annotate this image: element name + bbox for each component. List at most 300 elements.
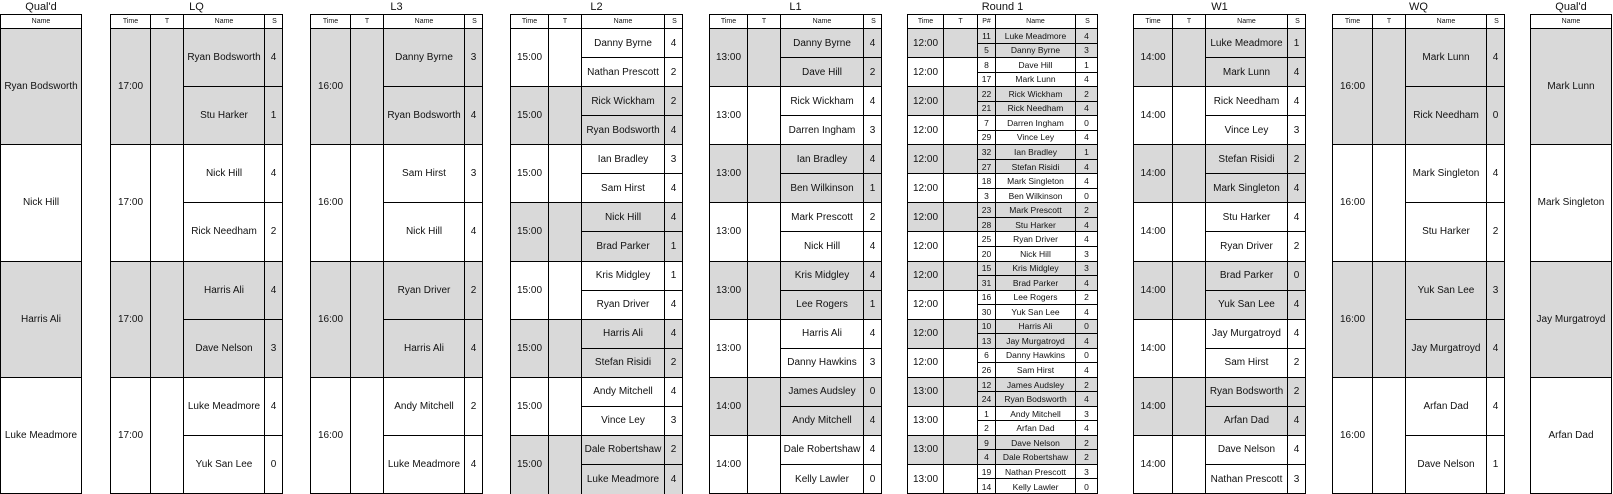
player-name: Rick Needham	[1406, 87, 1487, 145]
table-marker	[1173, 145, 1206, 203]
section-grid	[1332, 14, 1505, 494]
player-name: Stefan Risidi	[996, 160, 1076, 175]
header-time: Time	[1333, 15, 1373, 28]
section-title: Qual'd	[25, 1, 57, 13]
match-time: 16:00	[1333, 378, 1373, 494]
player-score: 4	[1288, 320, 1305, 349]
match-time: 12:00	[908, 29, 944, 58]
player-name: Sam Hirst	[384, 145, 465, 203]
table-marker	[549, 203, 582, 261]
player-name: Stefan Risidi	[1206, 145, 1288, 174]
player-seed: 10	[978, 320, 996, 335]
player-score: 4	[265, 29, 282, 87]
player-score: 4	[1487, 29, 1504, 87]
player-seed: 23	[978, 203, 996, 218]
player-score: 3	[1076, 247, 1097, 262]
player-name: Sam Hirst	[582, 174, 665, 203]
player-seed: 27	[978, 160, 996, 175]
section-grid	[110, 14, 283, 494]
table-marker	[944, 203, 978, 232]
table-marker	[1173, 262, 1206, 320]
player-name: Kris Midgley	[781, 262, 864, 291]
player-score: 4	[1288, 87, 1305, 116]
match-time: 15:00	[511, 262, 549, 320]
qualified-player: Jay Murgatroyd	[1531, 262, 1611, 378]
player-score: 3	[665, 407, 682, 436]
table-marker	[351, 262, 384, 378]
player-score: 2	[1288, 145, 1305, 174]
player-name: Mark Singleton	[996, 174, 1076, 189]
player-name: Mark Singleton	[1406, 145, 1487, 203]
player-name: Vince Ley	[996, 131, 1076, 146]
player-name: Mark Lunn	[1206, 58, 1288, 87]
header-s: S	[871, 18, 876, 25]
player-score: 4	[864, 262, 881, 291]
player-name: Danny Byrne	[582, 29, 665, 58]
match-time: 15:00	[511, 320, 549, 378]
section-w1	[1133, 0, 1306, 494]
match-time: 14:00	[1134, 203, 1173, 261]
header-row	[1333, 15, 1504, 29]
player-seed: 26	[978, 363, 996, 378]
player-name: Dave Nelson	[1406, 436, 1487, 494]
player-score: 3	[1288, 116, 1305, 145]
header-s: S	[1494, 18, 1499, 25]
player-score: 2	[1288, 349, 1305, 378]
table-marker	[944, 87, 978, 116]
player-name: Ryan Driver	[996, 232, 1076, 247]
player-name: Brad Parker	[582, 232, 665, 261]
player-name: Yuk San Lee	[184, 436, 265, 494]
table-marker	[549, 436, 582, 494]
player-name: Dave Nelson	[184, 320, 265, 378]
table-marker	[549, 87, 582, 145]
player-score: 0	[270, 459, 277, 471]
player-seed: 28	[978, 218, 996, 233]
section-l1	[709, 0, 882, 494]
player-name: Harris Ali	[996, 320, 1076, 335]
player-name: Nick Hill	[184, 145, 265, 203]
match-time: 12:00	[908, 87, 944, 116]
table-marker	[549, 378, 582, 436]
header-t: T	[748, 15, 781, 28]
header-time: Time	[908, 15, 944, 28]
player-name: Andy Mitchell	[384, 378, 465, 436]
player-name: Stu Harker	[184, 87, 265, 145]
player-name: Luke Meadmore	[184, 378, 265, 436]
section-grid	[310, 14, 483, 494]
player-score: 4	[265, 145, 282, 203]
player-name: Andy Mitchell	[582, 378, 665, 407]
player-seed: 1	[978, 407, 996, 422]
header-time: Time	[311, 15, 351, 28]
header-name: Name	[582, 15, 665, 28]
section-title: Qual'd	[1555, 1, 1587, 13]
player-name: Ryan Driver	[384, 262, 465, 320]
player-seed: 32	[978, 145, 996, 160]
player-seed: 17	[978, 73, 996, 88]
table-marker	[1373, 378, 1406, 494]
player-name: Danny Byrne	[996, 44, 1076, 59]
match-time: 12:00	[908, 174, 944, 203]
player-name: Rick Wickham	[781, 87, 864, 116]
header-time: Time	[1134, 15, 1173, 28]
match-time: 17:00	[111, 262, 151, 378]
player-name: Rick Needham	[996, 102, 1076, 117]
player-score: 4	[1487, 320, 1504, 378]
player-score: 4	[1076, 305, 1097, 320]
player-score: 1	[1288, 29, 1305, 58]
table-marker	[944, 465, 978, 494]
player-name: Ben Wilkinson	[781, 174, 864, 203]
table-marker	[944, 262, 978, 291]
table-marker	[1173, 436, 1206, 494]
player-name: Lee Rogers	[781, 291, 864, 320]
player-seed: 2	[978, 421, 996, 436]
match-time: 12:00	[908, 58, 944, 87]
player-score: 2	[665, 58, 682, 87]
player-score: 4	[1076, 334, 1097, 349]
table-marker	[748, 320, 781, 378]
table-marker	[944, 145, 978, 174]
player-name: Arfan Dad	[996, 421, 1076, 436]
table-marker	[748, 203, 781, 261]
player-score: 1	[1492, 459, 1499, 471]
player-name: Kelly Lawler	[781, 465, 864, 494]
qualified-player: Ryan Bodsworth	[1, 29, 81, 145]
header-row	[311, 15, 482, 29]
player-name: Ryan Bodsworth	[384, 87, 465, 145]
player-name: Dave Nelson	[996, 436, 1076, 451]
section-l2	[510, 0, 683, 494]
section-qual-right	[1530, 0, 1612, 494]
match-time: 14:00	[1134, 378, 1173, 436]
player-name: Nathan Prescott	[996, 465, 1076, 480]
header-s: S	[672, 18, 677, 25]
player-seed: 14	[978, 479, 996, 494]
player-score: 4	[1288, 436, 1305, 465]
player-score: 4	[665, 116, 682, 145]
player-seed: 3	[978, 189, 996, 204]
player-name: Mark Prescott	[996, 203, 1076, 218]
player-score: 0	[869, 473, 876, 485]
player-score: 2	[1487, 203, 1504, 261]
player-score: 4	[1076, 276, 1097, 291]
match-time: 13:00	[908, 465, 944, 494]
match-time: 14:00	[710, 378, 748, 436]
player-name: Arfan Dad	[1406, 378, 1487, 436]
qualified-player: Mark Singleton	[1531, 145, 1611, 261]
section-grid	[1530, 14, 1612, 494]
player-score: 3	[1076, 262, 1097, 277]
player-score: 2	[465, 378, 482, 436]
player-score: 3	[1076, 407, 1097, 422]
player-score: 0	[1076, 116, 1097, 131]
player-score: 4	[665, 174, 682, 203]
qualified-player: Luke Meadmore	[4, 430, 78, 442]
match-time: 17:00	[111, 378, 151, 494]
player-name: Dave Nelson	[1206, 436, 1288, 465]
match-time: 14:00	[710, 436, 748, 494]
player-score: 0	[864, 378, 881, 407]
header-s: S	[1085, 18, 1090, 25]
section-title: WQ	[1409, 1, 1428, 13]
player-seed: 29	[978, 131, 996, 146]
player-name: Ben Wilkinson	[996, 189, 1076, 204]
section-title: L2	[590, 1, 603, 13]
match-time: 12:00	[908, 116, 944, 145]
player-name: Ian Bradley	[996, 145, 1076, 160]
player-score: 3	[465, 145, 482, 203]
match-time: 12:00	[908, 349, 944, 378]
player-score: 3	[1076, 465, 1097, 480]
player-name: Nick Hill	[996, 247, 1076, 262]
player-score: 4	[1076, 174, 1097, 189]
header-row	[1, 15, 81, 29]
header-row	[111, 15, 282, 29]
player-name: Nick Hill	[781, 232, 864, 261]
section-qual-left	[0, 0, 82, 494]
match-time: 12:00	[908, 320, 944, 349]
section-title: W1	[1211, 1, 1228, 13]
player-seed: 8	[978, 58, 996, 73]
header-name: Name	[996, 15, 1076, 28]
player-name: Ryan Bodsworth	[184, 29, 265, 87]
player-score: 4	[265, 378, 282, 436]
player-name: Darren Ingham	[996, 116, 1076, 131]
player-seed: 20	[978, 247, 996, 262]
player-seed: 24	[978, 392, 996, 407]
player-score: 2	[665, 349, 682, 378]
table-marker	[748, 436, 781, 494]
player-score: 2	[665, 436, 682, 465]
player-name: Mark Prescott	[781, 203, 864, 232]
match-time: 14:00	[1134, 29, 1173, 87]
player-name: Dale Robertshaw	[781, 436, 864, 465]
match-time: 13:00	[908, 436, 944, 465]
player-score: 3	[665, 145, 682, 174]
player-name: Dave Hill	[996, 58, 1076, 73]
player-name: Nick Hill	[384, 203, 465, 261]
player-score: 2	[864, 203, 881, 232]
section-title: L1	[789, 1, 802, 13]
header-t: T	[944, 15, 978, 28]
table-marker	[748, 378, 781, 436]
player-score: 4	[1076, 392, 1097, 407]
table-marker	[1173, 378, 1206, 436]
player-score: 1	[665, 262, 682, 291]
player-score: 4	[864, 87, 881, 116]
match-time: 13:00	[908, 407, 944, 436]
player-name: Rick Wickham	[996, 87, 1076, 102]
table-marker	[1373, 145, 1406, 261]
match-time: 17:00	[111, 29, 151, 145]
player-name: Luke Meadmore	[582, 465, 665, 494]
player-name: Darren Ingham	[781, 116, 864, 145]
player-score: 1	[864, 174, 881, 203]
header-name: Name	[1406, 15, 1487, 28]
player-score: 1	[864, 291, 881, 320]
player-seed: 19	[978, 465, 996, 480]
player-name: Harris Ali	[582, 320, 665, 349]
player-score: 4	[864, 407, 881, 436]
match-time: 14:00	[1134, 87, 1173, 145]
match-time: 13:00	[710, 29, 748, 87]
match-time: 16:00	[1333, 29, 1373, 145]
header-row	[1134, 15, 1305, 29]
match-time: 16:00	[1333, 145, 1373, 261]
table-marker	[151, 262, 184, 378]
player-score: 2	[1076, 87, 1097, 102]
player-seed: 11	[978, 29, 996, 44]
match-time: 14:00	[1134, 262, 1173, 320]
player-name: Stu Harker	[1206, 203, 1288, 232]
header-name: Name	[184, 15, 265, 28]
player-name: Nick Hill	[582, 203, 665, 232]
match-time: 14:00	[1134, 145, 1173, 203]
table-marker	[944, 174, 978, 203]
player-score: 4	[1076, 160, 1097, 175]
player-score: 4	[1288, 174, 1305, 203]
player-score: 2	[1288, 378, 1305, 407]
header-row	[710, 15, 881, 29]
player-name: Vince Ley	[582, 407, 665, 436]
player-score: 3	[1293, 473, 1300, 485]
section-round-1	[907, 0, 1098, 494]
player-name: Ryan Bodsworth	[582, 116, 665, 145]
section-l3	[310, 0, 483, 494]
header-s: S	[272, 18, 277, 25]
player-score: 4	[1288, 203, 1305, 232]
table-marker	[1173, 29, 1206, 87]
header-t: T	[351, 15, 384, 28]
section-title: LQ	[189, 1, 204, 13]
player-name: Ryan Driver	[582, 291, 665, 320]
player-score: 3	[1076, 44, 1097, 59]
player-score: 0	[1076, 349, 1097, 364]
table-marker	[1173, 320, 1206, 378]
match-time: 15:00	[511, 436, 549, 494]
header-row	[1531, 15, 1611, 29]
match-time: 17:00	[111, 145, 151, 261]
match-time: 12:00	[908, 232, 944, 261]
header-t: T	[151, 15, 184, 28]
header-time: Time	[511, 15, 549, 28]
qualified-player: Nick Hill	[1, 145, 81, 261]
player-seed: 4	[978, 450, 996, 465]
match-time: 12:00	[908, 291, 944, 320]
player-name: Lee Rogers	[996, 291, 1076, 306]
player-name: Kris Midgley	[996, 262, 1076, 277]
player-name: Jay Murgatroyd	[996, 334, 1076, 349]
player-score: 2	[1076, 436, 1097, 451]
player-name: James Audsley	[996, 378, 1076, 393]
player-name: Brad Parker	[996, 276, 1076, 291]
player-name: Danny Byrne	[781, 29, 864, 58]
player-score: 4	[1288, 58, 1305, 87]
match-time: 12:00	[908, 145, 944, 174]
section-title: Round 1	[981, 1, 1024, 13]
table-marker	[1173, 87, 1206, 145]
table-marker	[151, 145, 184, 261]
player-score: 4	[470, 459, 477, 471]
qualified-player: Arfan Dad	[1548, 430, 1594, 442]
match-time: 13:00	[710, 203, 748, 261]
table-marker	[351, 378, 384, 494]
player-name: Vince Ley	[1206, 116, 1288, 145]
player-score: 4	[864, 145, 881, 174]
match-time: 16:00	[1333, 262, 1373, 378]
header-row	[511, 15, 682, 29]
match-time: 15:00	[511, 29, 549, 87]
player-name: Luke Meadmore	[1206, 29, 1288, 58]
player-name: Danny Hawkins	[781, 349, 864, 378]
player-score: 4	[1288, 291, 1305, 320]
player-score: 0	[1076, 320, 1097, 335]
section-wq	[1332, 0, 1505, 494]
section-lq	[110, 0, 283, 494]
player-score: 2	[1076, 450, 1097, 465]
player-name: Mark Singleton	[1206, 174, 1288, 203]
section-grid	[1133, 14, 1306, 494]
table-marker	[748, 262, 781, 320]
player-name: Danny Byrne	[384, 29, 465, 87]
table-marker	[1373, 29, 1406, 145]
player-name: Ryan Bodsworth	[1206, 378, 1288, 407]
header-t: T	[1173, 15, 1206, 28]
header-name: Name	[31, 18, 51, 25]
match-time: 16:00	[311, 378, 351, 494]
match-time: 16:00	[311, 145, 351, 261]
player-score: 4	[864, 232, 881, 261]
player-score: 4	[665, 203, 682, 232]
header-p: P#	[978, 15, 996, 28]
player-name: Dale Robertshaw	[996, 450, 1076, 465]
header-t: T	[549, 15, 582, 28]
player-score: 3	[265, 320, 282, 378]
player-name: Ian Bradley	[582, 145, 665, 174]
player-seed: 15	[978, 262, 996, 277]
match-time: 13:00	[710, 87, 748, 145]
match-time: 16:00	[311, 262, 351, 378]
player-score: 2	[1076, 291, 1097, 306]
player-name: Sam Hirst	[1206, 349, 1288, 378]
player-score: 4	[1076, 73, 1097, 88]
match-time: 13:00	[710, 262, 748, 320]
player-seed: 9	[978, 436, 996, 451]
section-grid	[907, 14, 1098, 494]
header-name: Name	[781, 15, 864, 28]
player-name: Jay Murgatroyd	[1406, 320, 1487, 378]
table-marker	[549, 29, 582, 87]
player-seed: 18	[978, 174, 996, 189]
player-name: Dale Robertshaw	[582, 436, 665, 465]
player-score: 4	[265, 262, 282, 320]
header-name: Name	[1561, 18, 1581, 25]
player-name: Ian Bradley	[781, 145, 864, 174]
player-score: 2	[864, 58, 881, 87]
table-marker	[151, 29, 184, 145]
player-name: Kelly Lawler	[996, 479, 1076, 494]
player-score: 1	[665, 232, 682, 261]
table-marker	[549, 320, 582, 378]
player-name: Stu Harker	[1406, 203, 1487, 261]
player-name: Arfan Dad	[1206, 407, 1288, 436]
header-s: S	[472, 18, 477, 25]
player-name: Rick Needham	[184, 203, 265, 261]
match-time: 15:00	[511, 378, 549, 436]
match-time: 12:00	[908, 262, 944, 291]
